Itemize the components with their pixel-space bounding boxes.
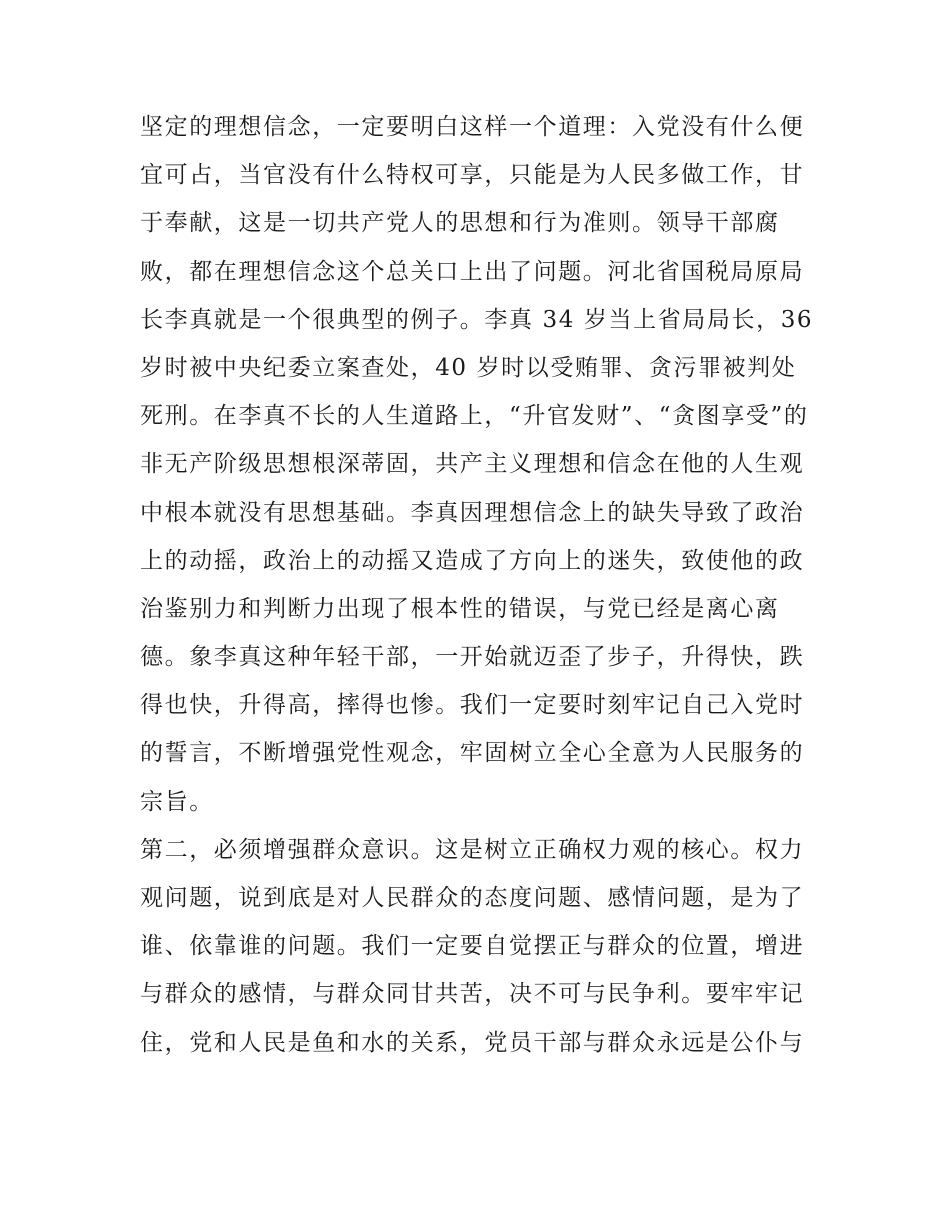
text-line: 死刑。在李真不长的人生道路上，“升官发财”、“贪图享受”的	[140, 403, 809, 430]
text-line: 第二，必须增强群众意识。这是树立正确权力观的核心。权力	[140, 836, 805, 863]
text-line: 得也快，升得高，摔得也惨。我们一定要时刻牢记自己入党时	[140, 692, 805, 719]
text-line: 谁、依靠谁的问题。我们一定要自觉摆正与群众的位置，增进	[140, 933, 805, 960]
text-line: 住，党和人民是鱼和水的关系，党员干部与群众永远是公仆与	[140, 1029, 805, 1056]
text-line: 治鉴别力和判断力出现了根本性的错误，与党已经是离心离	[140, 595, 780, 622]
text-line: 上的动摇，政治上的动摇又造成了方向上的迷失，致使他的政	[140, 547, 805, 574]
text-line: 坚定的理想信念，一定要明白这样一个道理：入党没有什么便	[140, 114, 805, 140]
text-line: 的誓言，不断增强党性观念，牢固树立全心全意为人民服务的	[140, 740, 805, 767]
text-line: 与群众的感情，与群众同甘共苦，决不可与民争利。要牢牢记	[140, 981, 805, 1008]
body-text	[140, 103, 820, 1067]
text-line: 于奉献，这是一切共产党人的思想和行为准则。领导干部腐	[140, 210, 780, 237]
text-line: 观问题，说到底是对人民群众的态度问题、感情问题，是为了	[140, 885, 805, 911]
text-line: 岁时被中央纪委立案查处，40 岁时以受贿罪、贪污罪被判处	[140, 354, 797, 381]
text-line: 宜可占，当官没有什么特权可享，只能是为人民多做工作，甘	[140, 162, 805, 189]
text-line: 德。象李真这种年轻干部，一开始就迈歪了步子，升得快，跌	[140, 644, 805, 671]
text-line: 长李真就是一个很典型的例子。李真 34 岁当上省局局长，36	[140, 306, 814, 333]
text-line: 非无产阶级思想根深蒂固，共产主义理想和信念在他的人生观	[140, 451, 805, 478]
text-line: 中根本就没有思想基础。李真因理想信念上的缺失导致了政治	[140, 499, 805, 526]
text-line: 败，都在理想信念这个总关口上出了问题。河北省国税局原局	[140, 258, 805, 285]
text-line: 宗旨。	[140, 788, 214, 815]
